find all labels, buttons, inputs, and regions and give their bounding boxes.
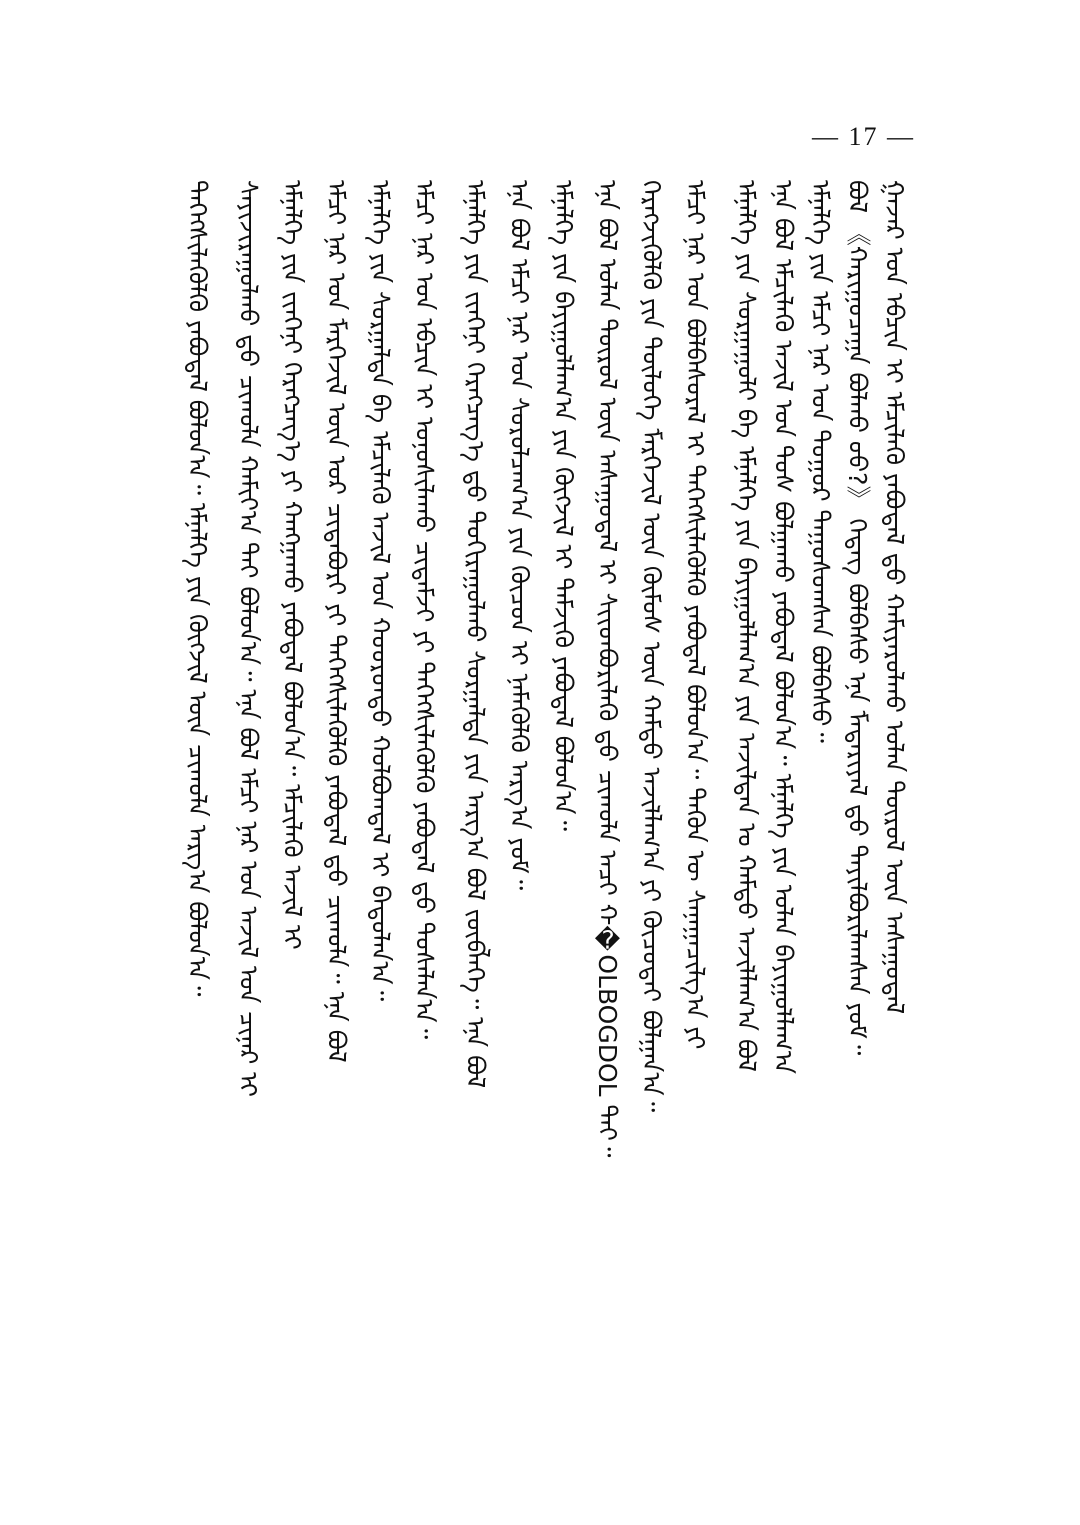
text-column: ᠰᠠᠶᠢᠵᠢᠷᠠᠭᠤᠯᠬᠤ ᠳ᠋ᠤ ᠴᠢᠬᠤᠯᠠ ᠬᠠᠮᠢᠶ᠎ᠠ ᠲᠠᠢ ᠪᠣᠯᠤᠨ᠎ᠠ᠃ ᠡᠨᠡ ᠪᠣᠯ ᠡᠮᠴᠢ ᠨᠠᠷ ᠤᠨ ᠠᠵᠢᠯ ᠤᠨ ᠴᠢᠨᠠᠷ ᠢ — [234, 180, 263, 1098]
text-column: ᠡᠮᠨᠡᠯᠭᠡ ᠶᠢᠨ ᠵᠢᠨᠬᠡᠨᠢ ᠬᠡᠷᠡᠭᠴᠡᠭ᠎ᠡ ᠳ᠋ᠤ ᠲᠣᠬᠢᠷᠠᠭᠤᠯᠬᠤ ᠰᠤᠷᠭᠠᠯᠲᠠ ᠶᠢᠨ ᠠᠷᠭ᠎ᠠ ᠪᠣᠯ ᠵᠥᠪᠯᠡᠭᠡ᠃ ᠡᠨᠡ ᠪᠣᠯ — [461, 180, 490, 1089]
text-column: ᠬᠡᠷᠡᠭᠵᠢᠭᠦᠯᠬᠦ ᠶᠢᠨ ᠲᠥᠯᠥᠭᠡ ᠮᠡᠷᠭᠡᠵᠢᠯ ᠦᠨ ᠬᠦᠮᠦᠰ ᠦᠨ ᠬᠠᠮᠲᠤ ᠠᠵᠢᠯᠯᠠᠭ᠎ᠠ ᠶᠢ ᠬᠦᠴᠦᠲᠡᠢ ᠪᠣᠯᠭᠠᠨ᠎ᠠ᠃ — [637, 180, 666, 1113]
text-column: ᠡᠮᠴᠢ ᠨᠠᠷ ᠤᠨ ᠡᠪᠴᠢᠨ ᠢ ᠣᠨᠤᠰᠢᠯᠠᠬᠤ ᠴᠢᠳᠠᠮᠵᠢ ᠶᠢ ᠳᠡᠭᠡᠭᠰᠢᠯᠡᠭᠦᠯᠬᠦ ᠶᠠᠪᠤᠳᠠᠯ ᠳ᠋ᠤ ᠲᠤᠰᠠᠯᠠᠨ᠎ᠠ᠃ — [410, 180, 439, 1040]
text-column: ᠡᠮᠨᠡᠯᠭᠡ ᠶᠢᠨ ᠵᠢᠨᠬᠡᠨᠢ ᠬᠡᠷᠡᠭᠴᠡᠭ᠎ᠡ ᠶᠢ ᠬᠠᠩᠭᠠᠬᠤ ᠶᠠᠪᠤᠳᠠᠯ ᠪᠣᠯᠤᠨ᠎ᠠ᠃ ᠡᠮᠴᠢᠯᠡᠬᠦ ᠠᠵᠢᠯ ᠢ — [278, 180, 307, 950]
text-column: ᠡᠨᠡ ᠪᠣᠯ ᠡᠮᠴᠢ ᠨᠠᠷ ᠤᠨ ᠰᠤᠷᠤᠯᠴᠠᠭ᠎ᠠ ᠶᠢᠨ ᠬᠦᠴᠦᠨ ᠢ ᠨᠡᠮᠡᠭᠦᠯᠬᠦ ᠠᠷᠭ᠎ᠠ ᠶᠤᠮ᠃ — [505, 180, 534, 891]
text-column: ᠡᠮᠴᠢ ᠨᠠᠷ ᠤᠨ ᠮᠡᠷᠭᠡᠵᠢᠯ ᠦᠨ ᠤᠷ ᠴᠢᠳᠠᠪᠤᠷᠢ ᠶᠢ ᠳᠡᠭᠡᠭᠰᠢᠯᠡᠭᠦᠯᠬᠦ ᠶᠠᠪᠤᠳᠠᠯ ᠳ᠋ᠤ ᠴᠢᠬᠤᠯᠠ᠃ ᠡᠨᠡ ᠪᠣᠯ — [322, 180, 351, 1063]
text-column: ᠡᠮᠨᠡᠯᠭᠡ ᠶᠢᠨ ᠪᠠᠶᠢᠭᠤᠯᠯᠠᠭ᠎ᠠ ᠶᠢᠨ ᠬᠥᠭᠵᠢᠯ ᠢ ᠳᠡᠮᠵᠢᠬᠦ ᠶᠠᠪᠤᠳᠠᠯ ᠪᠣᠯᠤᠨ᠎ᠠ᠃ — [549, 180, 578, 831]
text-column: ᠪᠣᠯ 《ᠬᠠᠷᠢᠭᠤᠴᠠᠭᠠ ᠪᠣᠯᠬᠤ ᠤᠤ?》 ᠭᠡᠳᠡᠭ ᠪᠣᠯᠪᠠᠰᠤ ᠡᠨᠡ ᠮᠠᠲᠠᠷᠢᠶᠠᠯ ᠳ᠋ᠤ ᠲᠠᠶᠢᠯᠪᠤᠷᠢᠯᠠᠭᠰᠠᠨ ᠶᠤᠮ᠃ — [843, 180, 872, 1056]
text-column: ᠭᠠᠵᠠᠷ ᠤᠨ ᠡᠪᠴᠢᠨ ᠢ ᠡᠮᠴᠢᠯᠡᠬᠦ ᠶᠠᠪᠤᠳᠠᠯ ᠳ᠋ᠤ ᠬᠠᠮᠢᠶᠠᠷᠤᠯᠬᠤ ᠣᠯᠠᠨ ᠲᠥᠷᠦᠯ ᠦᠨ ᠠᠰᠠᠭᠤᠳᠠᠯ — [880, 180, 909, 1015]
page-number: — 17 — — [812, 122, 915, 151]
text-column: ᠡᠮᠨᠡᠯᠭᠡ ᠶᠢᠨ ᠰᠤᠷᠭᠠᠭᠤᠯᠢ ᠪᠠ ᠡᠮᠨᠡᠯᠭᠡ ᠶᠢᠨ ᠪᠠᠶᠢᠭᠤᠯᠯᠠᠭ᠎ᠠ ᠶᠢᠨ ᠠᠵᠢᠯᠲᠠᠨ ᠤ ᠬᠠᠮᠲᠤ ᠠᠵᠢᠯᠯᠠᠭ᠎ᠠ ᠪᠣᠯ — [732, 180, 761, 1072]
text-column: ᠡᠮᠴᠢ ᠨᠠᠷ ᠤᠨ ᠪᠣᠯᠪᠠᠰᠤᠷᠠᠯ ᠢ ᠳᠡᠭᠡᠭᠰᠢᠯᠡᠭᠦᠯᠬᠦ ᠶᠠᠪᠤᠳᠠᠯ ᠪᠣᠯᠤᠨ᠎ᠠ᠃ ᠲᠡᠭᠦᠨ ᠦ ᠰᠠᠨᠠᠭᠠᠴᠢᠯᠭ᠎ᠠ ᠶᠢ — [681, 180, 710, 1050]
text-column: ᠡᠨᠡ ᠪᠣᠯ ᠣᠯᠠᠨ ᠲᠥᠷᠦᠯ ᠦᠨ ᠠᠰᠠᠭᠤᠳᠠᠯ ᠢ ᠰᠢᠢᠳᠪᠥᠷᠢᠯᠡᠬᠦ ᠳ᠋ᠤ ᠴᠢᠬᠤᠯᠠ ᠠᠴᠢ ᠬ�OLBOGDOL ᠲᠠᠢ᠃ — [593, 180, 622, 1158]
text-column: ᠡᠨᠡ ᠪᠣᠯ ᠡᠮᠴᠢᠯᠡᠬᠦ ᠠᠵᠢᠯ ᠤᠨ ᠲᠤᠰ ᠪᠣᠯᠭᠠᠬᠤ ᠶᠠᠪᠤᠳᠠᠯ ᠪᠣᠯᠤᠨ᠎ᠠ᠃ ᠡᠮᠨᠡᠯᠭᠡ ᠶᠢᠨ ᠣᠯᠠᠨ ᠪᠠᠶᠢᠭᠤᠯᠯᠠᠭ᠎ᠠ — [769, 180, 798, 1074]
text-column: ᠡᠮᠨᠡᠯᠭᠡ ᠶᠢᠨ ᠰᠤᠷᠭᠠᠯᠲᠠ ᠪᠠ ᠡᠮᠴᠢᠯᠡᠬᠦ ᠠᠵᠢᠯ ᠤᠨ ᠬᠣᠣᠷᠣᠨᠳᠤ ᠬᠣᠯᠪᠣᠭᠳᠠᠯ ᠢ ᠪᠠᠲᠤᠯᠠᠨ᠎ᠠ᠃ — [366, 180, 395, 1002]
text-column: ᠳᠡᠭᠡᠭᠰᠢᠯᠡᠭᠦᠯᠬᠦ ᠶᠠᠪᠤᠳᠠᠯ ᠪᠣᠯᠤᠨ᠎ᠠ᠃ ᠡᠮᠨᠡᠯᠭᠡ ᠶᠢᠨ ᠬᠥᠭᠵᠢᠯ ᠦᠨ ᠴᠢᠬᠤᠯᠠ ᠠᠷᠭ᠎ᠠ ᠪᠣᠯᠤᠨ᠎ᠠ᠃ — [183, 180, 212, 997]
text-column: ᠡᠮᠨᠡᠯᠭᠡ ᠶᠢᠨ ᠡᠮᠴᠢ ᠨᠠᠷ ᠤᠨ ᠳᠤᠭᠤᠷ ᠳᠠᠭᠤᠰᠤᠭᠰᠠᠨ ᠪᠣᠯᠪᠠᠰᠤ᠃ — [806, 180, 835, 743]
vertical-text-block — [125, 180, 915, 1395]
